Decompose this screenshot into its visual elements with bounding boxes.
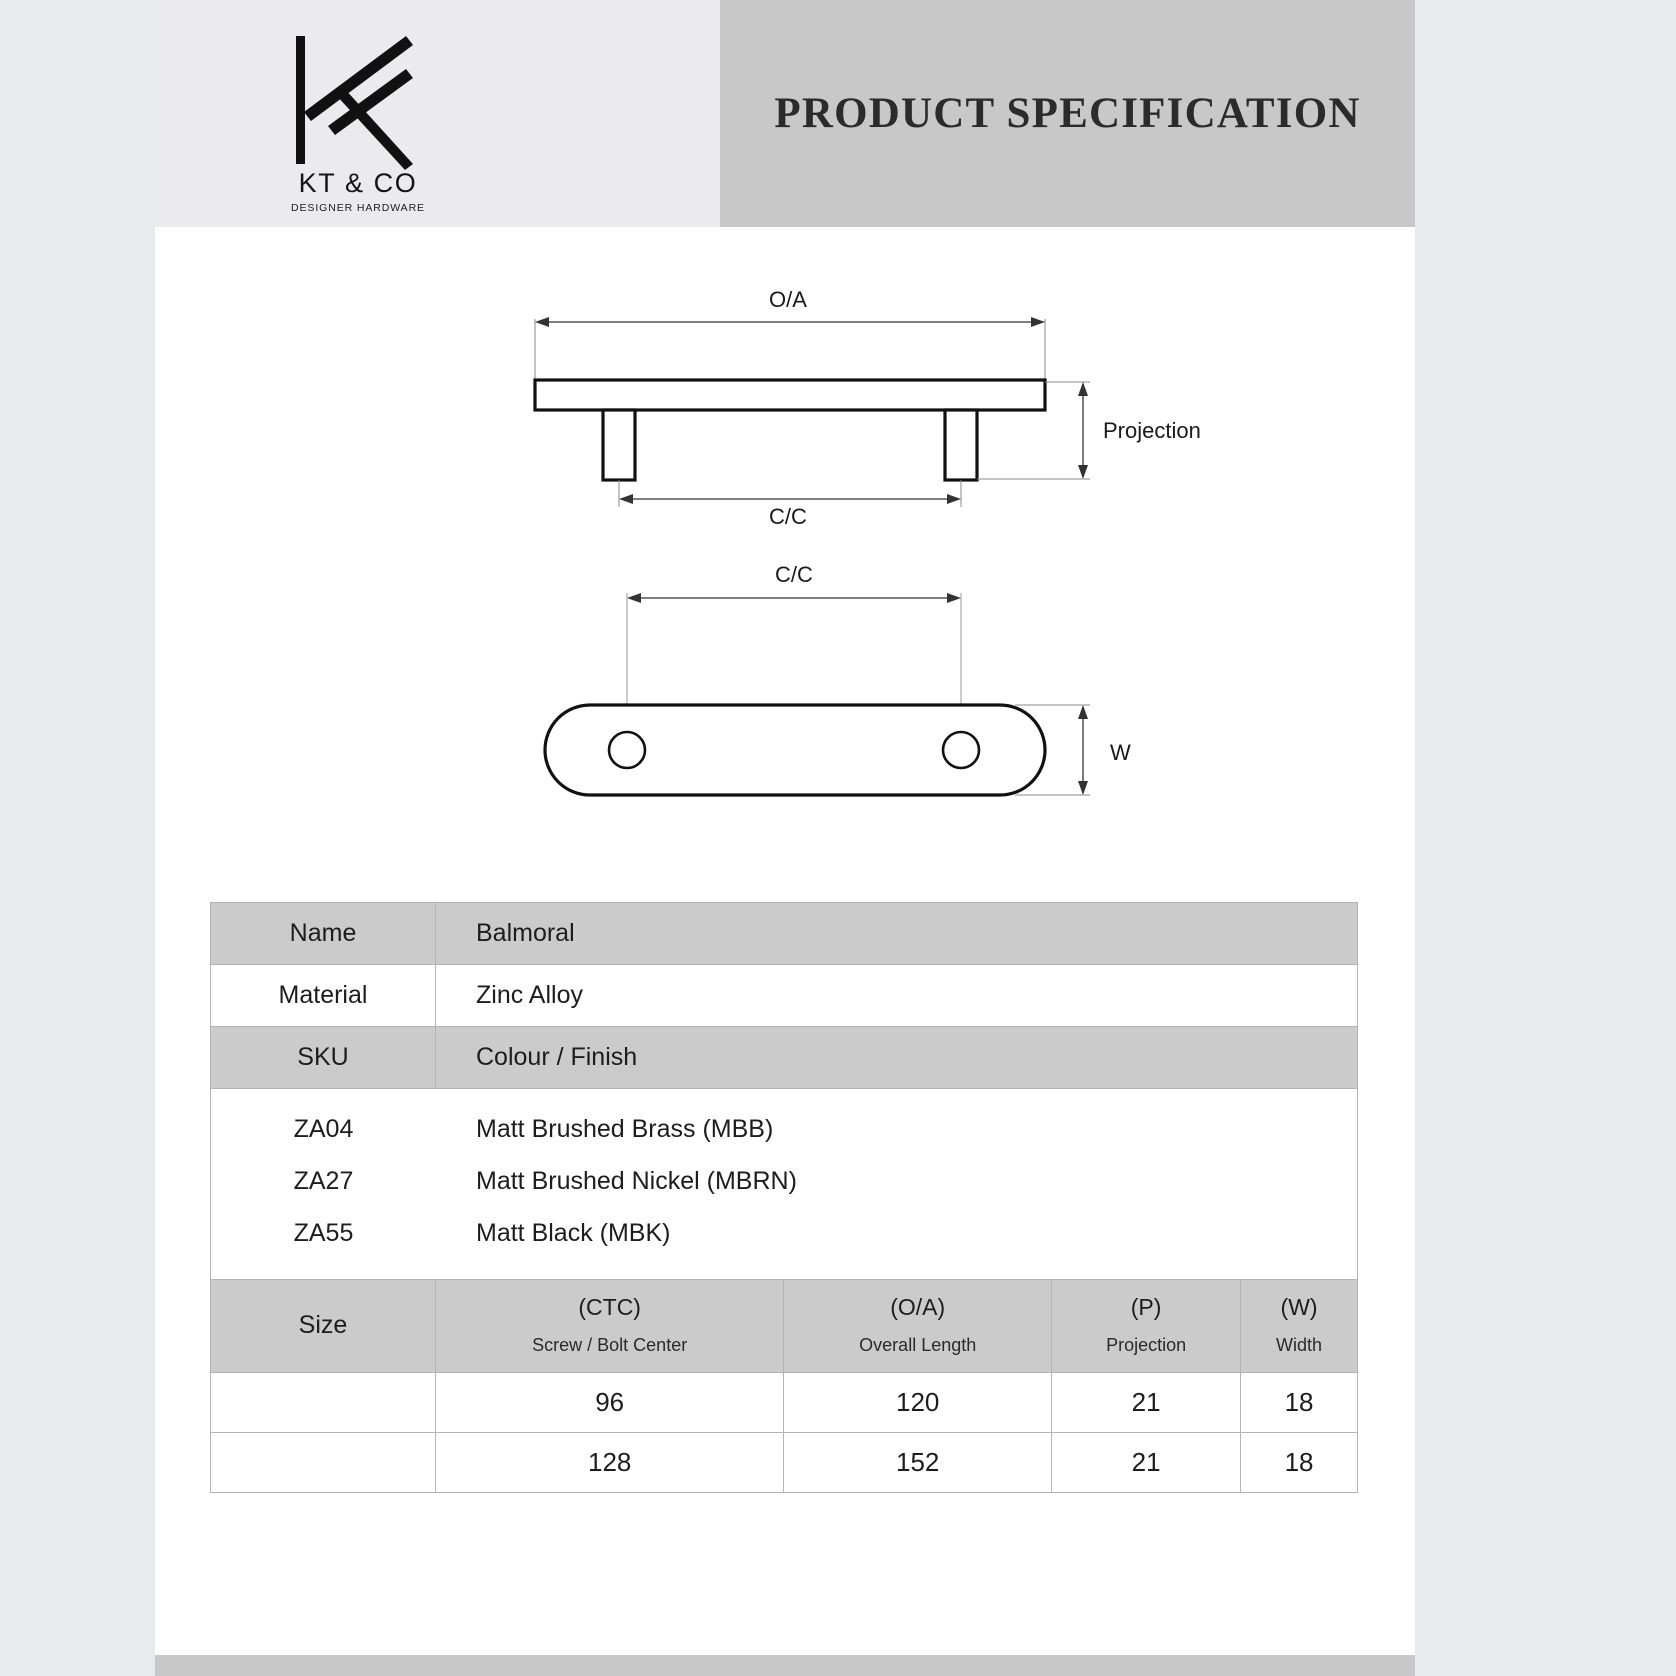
- table-row-material: [211, 965, 1358, 1027]
- size-cell-p: 21: [1052, 1373, 1241, 1433]
- dim-label-center-plan: C/C: [775, 562, 813, 587]
- sku-finish: Matt Brushed Brass (MBB): [476, 1115, 774, 1143]
- title-band: [720, 0, 1415, 227]
- size-cell-oa: 152: [784, 1433, 1052, 1493]
- size-col-p-name: Projection: [1106, 1335, 1187, 1355]
- table-row: [211, 1373, 1358, 1433]
- size-label-text: Size: [298, 1310, 348, 1339]
- size-cell-ctc: 128: [436, 1433, 784, 1493]
- table-row-sku-list: [211, 1089, 1358, 1280]
- table-row: [211, 1433, 1358, 1493]
- sku-code: ZA04: [293, 1115, 354, 1143]
- size-col-p: [1052, 1280, 1241, 1373]
- document-header: [155, 0, 1415, 227]
- page-title: PRODUCT SPECIFICATION: [774, 90, 1361, 137]
- material-label: Material: [211, 965, 436, 1027]
- colour-finish-label: Colour / Finish: [436, 1027, 1358, 1089]
- dim-label-center-side: C/C: [769, 504, 807, 529]
- sku-list: [211, 1089, 1357, 1279]
- sku-list-cell: [211, 1089, 1358, 1280]
- dim-label-width: W: [1110, 740, 1131, 765]
- name-label: Name: [211, 903, 436, 965]
- size-cell-oa: 120: [784, 1373, 1052, 1433]
- table-row-name: [211, 903, 1358, 965]
- size-row-label-cell: [211, 1373, 436, 1433]
- name-value: Balmoral: [436, 903, 1358, 965]
- size-cell-ctc: 96: [436, 1373, 784, 1433]
- size-col-oa: [784, 1280, 1052, 1373]
- logo-brand-name: KT & CO: [298, 168, 418, 198]
- sku-finish: Matt Black (MBK): [476, 1219, 671, 1247]
- sku-code: ZA55: [293, 1219, 354, 1247]
- size-col-w-code: (W): [1280, 1294, 1318, 1320]
- size-cell-w: 18: [1241, 1373, 1358, 1433]
- size-cell-p: 21: [1052, 1433, 1241, 1493]
- size-col-ctc: [436, 1280, 784, 1373]
- size-col-ctc-code: (CTC): [578, 1294, 641, 1320]
- size-label: [211, 1280, 436, 1373]
- specification-table: [210, 902, 1358, 1493]
- table-row-sku-header: [211, 1027, 1358, 1089]
- sku-label: SKU: [211, 1027, 436, 1089]
- sku-finish: Matt Brushed Nickel (MBRN): [476, 1167, 797, 1195]
- logo-tagline: DESIGNER HARDWARE: [291, 202, 425, 214]
- sku-row: [211, 1103, 1357, 1155]
- logo-band: [155, 0, 720, 227]
- technical-drawings: [155, 227, 1415, 887]
- size-col-oa-code: (O/A): [890, 1294, 946, 1320]
- size-col-ctc-name: Screw / Bolt Center: [532, 1335, 688, 1355]
- size-col-w-name: Width: [1276, 1335, 1323, 1355]
- dim-label-projection: Projection: [1103, 418, 1201, 443]
- dim-label-overall: O/A: [769, 287, 807, 312]
- table-row-size-header: [211, 1280, 1358, 1373]
- footer-bar: [155, 1655, 1415, 1676]
- size-col-p-code: (P): [1130, 1294, 1162, 1320]
- sku-row: [211, 1207, 1357, 1259]
- sku-row: [211, 1155, 1357, 1207]
- size-col-oa-name: Overall Length: [859, 1335, 977, 1355]
- size-cell-w: 18: [1241, 1433, 1358, 1493]
- document-page: [155, 0, 1415, 1676]
- sku-code: ZA27: [293, 1167, 354, 1195]
- material-value: Zinc Alloy: [436, 965, 1358, 1027]
- size-col-w: [1241, 1280, 1358, 1373]
- size-row-label-cell: [211, 1433, 436, 1493]
